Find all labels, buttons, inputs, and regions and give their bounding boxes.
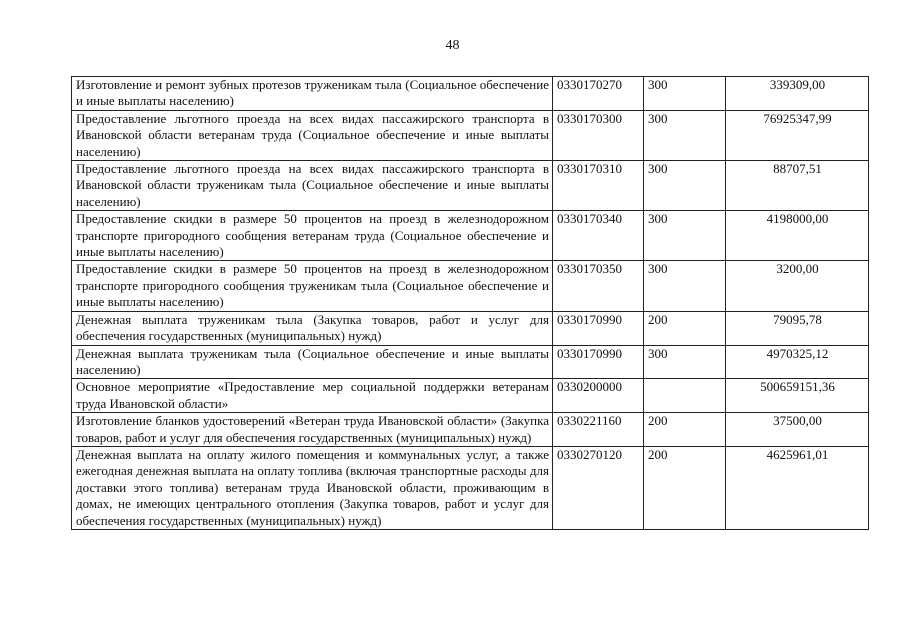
row-code: 0330170310	[553, 161, 644, 211]
row-type: 200	[644, 446, 726, 529]
row-name: Основное мероприятие «Предоставление мер социальной поддержки ветеранам труда Ивановской области»	[72, 379, 553, 413]
row-amount: 88707,51	[726, 161, 869, 211]
row-type: 300	[644, 211, 726, 261]
row-name: Предоставление скидки в размере 50 процентов на проезд в железнодорожном транспорте пригородного сообщения ветеранам труда (Социальное обеспечение и иные выплаты населению)	[72, 211, 553, 261]
row-type: 300	[644, 261, 726, 311]
table-row	[72, 161, 869, 211]
row-code: 0330170990	[553, 345, 644, 379]
page-number: 48	[445, 38, 460, 53]
row-code: 0330170270	[553, 77, 644, 111]
row-name: Предоставление льготного проезда на всех видах пассажирского транспорта в Ивановской области труженикам тыла (Социальное обеспечение и иные выплаты населению)	[72, 161, 553, 211]
row-type	[644, 379, 726, 413]
row-code: 0330270120	[553, 446, 644, 529]
row-amount: 4970325,12	[726, 345, 869, 379]
row-amount: 500659151,36	[726, 379, 869, 413]
row-code: 0330221160	[553, 413, 644, 447]
row-amount: 79095,78	[726, 311, 869, 345]
budget-table	[71, 76, 869, 530]
row-amount: 3200,00	[726, 261, 869, 311]
row-code: 0330170340	[553, 211, 644, 261]
table-row	[72, 311, 869, 345]
table-row	[72, 413, 869, 447]
row-amount: 4198000,00	[726, 211, 869, 261]
row-type: 200	[644, 311, 726, 345]
row-code: 0330170350	[553, 261, 644, 311]
row-name: Изготовление и ремонт зубных протезов труженикам тыла (Социальное обеспечение и иные выплаты населению)	[72, 77, 553, 111]
row-amount: 339309,00	[726, 77, 869, 111]
table-row	[72, 345, 869, 379]
row-name: Денежная выплата на оплату жилого помещения и коммунальных услуг, а также ежегодная денежная выплата на оплату топлива (включая транспортные расходы для доставки этого топлива) ветеранам труда Ивановской области, проживающим в домах, не имеющих центрального отопления (Закупка товаров, работ и услуг для обеспечения государственных (муниципальных) нужд)	[72, 446, 553, 529]
row-amount: 76925347,99	[726, 110, 869, 160]
table-row	[72, 261, 869, 311]
row-type: 300	[644, 77, 726, 111]
row-type: 300	[644, 110, 726, 160]
table-row	[72, 110, 869, 160]
row-code: 0330200000	[553, 379, 644, 413]
row-amount: 37500,00	[726, 413, 869, 447]
row-code: 0330170990	[553, 311, 644, 345]
row-name: Изготовление бланков удостоверений «Ветеран труда Ивановской области» (Закупка товаров, работ и услуг для обеспечения государственных (муниципальных) нужд)	[72, 413, 553, 447]
row-type: 300	[644, 161, 726, 211]
row-name: Денежная выплата труженикам тыла (Закупка товаров, работ и услуг для обеспечения государственных (муниципальных) нужд)	[72, 311, 553, 345]
row-name: Денежная выплата труженикам тыла (Социальное обеспечение и иные выплаты населению)	[72, 345, 553, 379]
table-row	[72, 446, 869, 529]
row-type: 200	[644, 413, 726, 447]
table-row	[72, 379, 869, 413]
table-row	[72, 211, 869, 261]
row-type: 300	[644, 345, 726, 379]
row-name: Предоставление льготного проезда на всех видах пассажирского транспорта в Ивановской области ветеранам труда (Социальное обеспечение и иные выплаты населению)	[72, 110, 553, 160]
table-row	[72, 77, 869, 111]
row-name: Предоставление скидки в размере 50 процентов на проезд в железнодорожном транспорте пригородного сообщения труженикам тыла (Социальное обеспечение и иные выплаты населению)	[72, 261, 553, 311]
row-amount: 4625961,01	[726, 446, 869, 529]
row-code: 0330170300	[553, 110, 644, 160]
